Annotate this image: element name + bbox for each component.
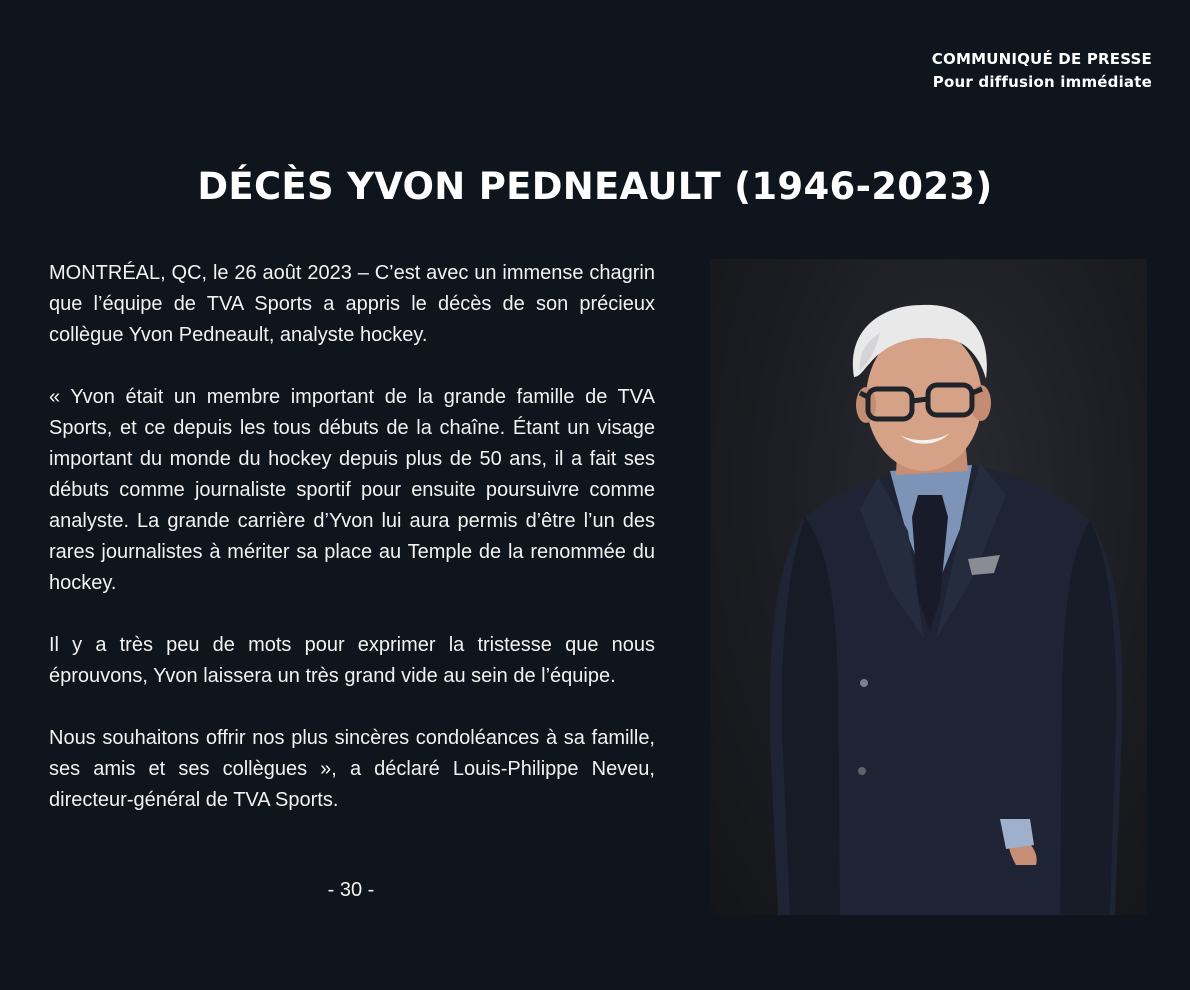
release-timing-label: Pour diffusion immédiate (932, 73, 1152, 91)
paragraph-condolences: Nous souhaitons offrir nos plus sincères condoléances à sa famille, ses amis et ses collègues », a déclaré Louis-Philippe Neveu, directeur-général de TVA Sports. (49, 727, 655, 811)
press-release-label: COMMUNIQUÉ DE PRESSE (931, 50, 1152, 68)
page-title: DÉCÈS YVON PEDNEAULT (1946-2023) (197, 165, 993, 208)
paragraph-intro: MONTRÉAL, QC, le 26 août 2023 – C’est avec un immense chagrin que l’équipe de TVA Sports a appris le décès de son précieux collègue Yvon Pedneault, analyste hockey. (49, 262, 655, 346)
paragraph-quote: « Yvon était un membre important de la grande famille de TVA Sports, et ce depuis les tous débuts de la chaîne. Étant un visage important du monde du hockey depuis plus de 50 ans, il a fait ses débuts comme journaliste sportif pour ensuite poursuivre comme analyste. La grande carrière d’Yvon lui aura permis d’être l’un des rares journalistes à mériter sa place au Temple de la renommée du hockey. (49, 386, 655, 594)
portrait-illustration (710, 259, 1147, 915)
press-release-tag (932, 48, 1152, 94)
end-marker: - 30 - (327, 879, 375, 901)
portrait-photo (710, 259, 1147, 915)
paragraph-sadness: Il y a très peu de mots pour exprimer la tristesse que nous éprouvons, Yvon laissera un très grand vide au sein de l’équipe. (49, 634, 655, 687)
press-release-body (49, 258, 655, 847)
